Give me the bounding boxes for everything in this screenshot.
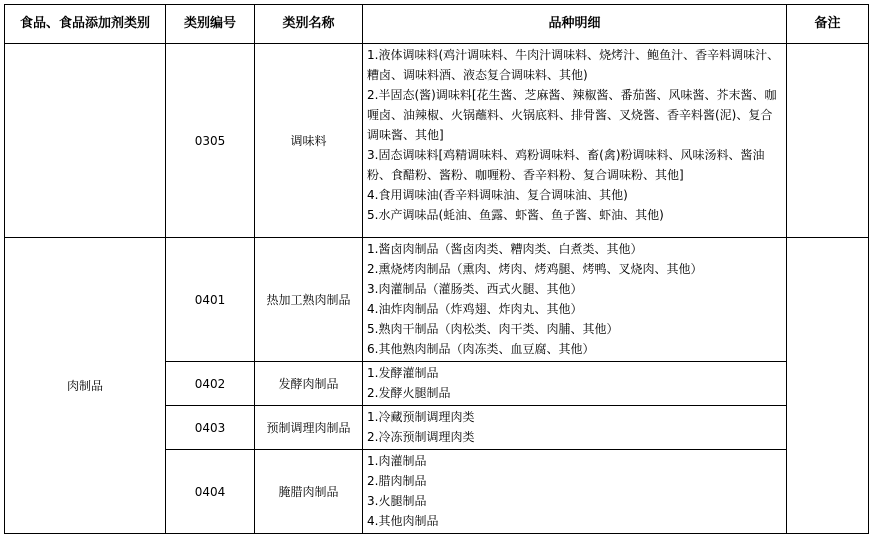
table-header-row bbox=[5, 5, 869, 44]
details-cell bbox=[363, 44, 787, 238]
detail-line: 2.半固态(酱)调味料[花生酱、芝麻酱、辣椒酱、番茄酱、风味酱、芥末酱、咖喱卤、油辣椒、火锅蘸料、火锅底料、排骨酱、叉烧酱、香辛料酱(泥)、复合调味酱、其他] bbox=[367, 88, 777, 142]
remark-cell bbox=[787, 44, 869, 238]
name-cell: 预制调理肉制品 bbox=[255, 406, 363, 450]
category-cell: 肉制品 bbox=[5, 238, 166, 534]
food-category-table bbox=[4, 4, 869, 534]
detail-line: 1.发酵灌制品 bbox=[367, 366, 439, 380]
details-cell bbox=[363, 450, 787, 534]
detail-line: 3.固态调味料[鸡精调味料、鸡粉调味料、畜(禽)粉调味料、风味汤料、酱油粉、食醋粉、酱粉、咖喱粉、香辛料粉、复合调味粉、其他] bbox=[367, 148, 765, 182]
code-cell: 0401 bbox=[166, 238, 255, 362]
remark-cell bbox=[787, 238, 869, 534]
detail-line: 1.冷藏预制调理肉类 bbox=[367, 410, 475, 424]
detail-line: 2.发酵火腿制品 bbox=[367, 386, 451, 400]
name-cell: 腌腊肉制品 bbox=[255, 450, 363, 534]
detail-line: 5.熟肉干制品（肉松类、肉干类、肉脯、其他） bbox=[367, 322, 619, 336]
name-cell: 热加工熟肉制品 bbox=[255, 238, 363, 362]
details-cell bbox=[363, 406, 787, 450]
detail-line: 4.食用调味油(香辛料调味油、复合调味油、其他) bbox=[367, 188, 628, 202]
detail-line: 3.火腿制品 bbox=[367, 494, 427, 508]
details-cell bbox=[363, 238, 787, 362]
code-cell: 0403 bbox=[166, 406, 255, 450]
name-cell: 发酵肉制品 bbox=[255, 362, 363, 406]
details-cell bbox=[363, 362, 787, 406]
detail-line: 2.腊肉制品 bbox=[367, 474, 427, 488]
detail-line: 3.肉灌制品（灌肠类、西式火腿、其他） bbox=[367, 282, 583, 296]
header-remark: 备注 bbox=[787, 5, 869, 44]
table-row bbox=[5, 238, 869, 362]
detail-line: 1.肉灌制品 bbox=[367, 454, 427, 468]
header-name: 类别名称 bbox=[255, 5, 363, 44]
table-row bbox=[5, 44, 869, 238]
detail-line: 4.油炸肉制品（炸鸡翅、炸肉丸、其他） bbox=[367, 302, 583, 316]
category-cell bbox=[5, 44, 166, 238]
detail-line: 2.熏烧烤肉制品（熏肉、烤肉、烤鸡腿、烤鸭、叉烧肉、其他） bbox=[367, 262, 703, 276]
detail-line: 6.其他熟肉制品（肉冻类、血豆腐、其他） bbox=[367, 342, 595, 356]
header-details: 品种明细 bbox=[363, 5, 787, 44]
detail-line: 1.液体调味料(鸡汁调味料、牛肉汁调味料、烧烤汁、鲍鱼汁、香辛料调味汁、糟卤、调味料酒、液态复合调味料、其他) bbox=[367, 48, 780, 82]
header-code: 类别编号 bbox=[166, 5, 255, 44]
code-cell: 0404 bbox=[166, 450, 255, 534]
name-cell: 调味料 bbox=[255, 44, 363, 238]
detail-line: 5.水产调味品(蚝油、鱼露、虾酱、鱼子酱、虾油、其他) bbox=[367, 208, 664, 222]
detail-line: 2.冷冻预制调理肉类 bbox=[367, 430, 475, 444]
detail-line: 1.酱卤肉制品（酱卤肉类、糟肉类、白煮类、其他） bbox=[367, 242, 643, 256]
code-cell: 0305 bbox=[166, 44, 255, 238]
header-category: 食品、食品添加剂类别 bbox=[5, 5, 166, 44]
code-cell: 0402 bbox=[166, 362, 255, 406]
detail-line: 4.其他肉制品 bbox=[367, 514, 439, 528]
